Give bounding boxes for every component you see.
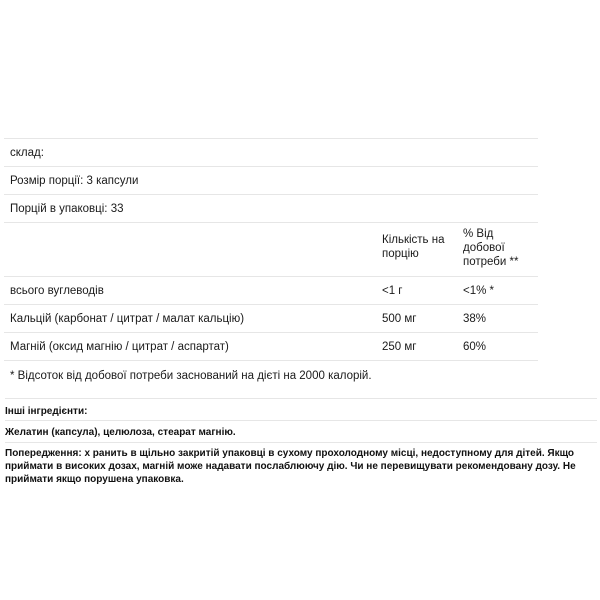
nutrient-name: всього вуглеводів <box>10 285 104 297</box>
footnote-text: * Відсоток від добової потреби заснований на дієті на 2000 калорій. <box>10 370 372 382</box>
nutrient-amount: <1 г <box>382 285 403 297</box>
supplement-facts-table <box>4 138 538 390</box>
daily-value-header: % Від добової потреби ** <box>463 228 519 268</box>
additional-info <box>5 398 597 486</box>
nutrient-daily-value: <1% * <box>463 285 495 297</box>
other-ingredients-label: Інші інгредієнти: <box>5 406 88 417</box>
daily-value-footnote <box>4 360 538 390</box>
section-label: склад: <box>10 147 44 159</box>
servings-per-container-row <box>4 194 538 222</box>
nutrient-daily-value: 60% <box>463 341 487 353</box>
serving-size-row <box>4 166 538 194</box>
table-row <box>4 304 538 332</box>
other-ingredients-heading <box>5 398 597 420</box>
nutrient-name: Кальцій (карбонат / цитрат / малат кальцію) <box>10 313 245 325</box>
other-ingredients-list: Желатин (капсула), целюлоза, стеарат магнію. <box>5 427 236 438</box>
warning-text: Попередження: х ранить в щільно закритій упаковці в сухому прохолодному місці, недоступному для дітей. Якщо приймати в високих дозах, магній може надавати послаблюючу дію. Чи не перевищувати рекомендовану дозу. Не приймати якщо порушена упаковка. <box>5 448 576 485</box>
table-header-row <box>4 222 538 276</box>
amount-per-serving-header: Кількість на порцію <box>382 234 445 260</box>
table-row <box>4 332 538 360</box>
warning-section <box>5 442 597 486</box>
nutrient-amount: 500 мг <box>382 313 417 325</box>
other-ingredients-section <box>5 420 597 442</box>
nutrient-name: Магній (оксид магнію / цитрат / аспартат) <box>10 341 229 353</box>
nutrient-daily-value: 38% <box>463 313 487 325</box>
nutrient-amount: 250 мг <box>382 341 417 353</box>
section-label-row <box>4 138 538 166</box>
table-row <box>4 276 538 304</box>
serving-size: Розмір порції: 3 капсули <box>10 175 139 187</box>
servings-per-container: Порцій в упаковці: 33 <box>10 203 124 215</box>
